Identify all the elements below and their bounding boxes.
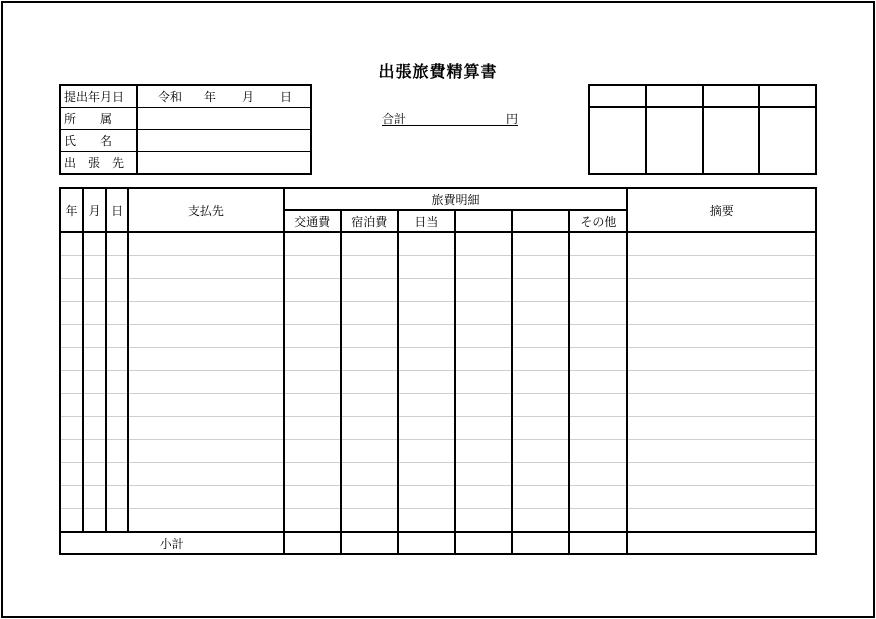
entry-cell[interactable] [512, 325, 569, 348]
entry-cell[interactable] [284, 256, 341, 279]
table-row [60, 279, 816, 302]
entry-cell[interactable] [128, 279, 283, 302]
approval-stamp-boxes [588, 84, 817, 175]
entry-cell[interactable] [341, 463, 398, 486]
destination-label: 出 張 先 [60, 152, 137, 175]
destination-field[interactable] [137, 152, 311, 175]
entry-cell[interactable] [569, 509, 627, 533]
entry-cell[interactable] [60, 440, 83, 463]
entry-cell[interactable] [83, 440, 106, 463]
entry-cell[interactable] [341, 440, 398, 463]
entry-cell[interactable] [83, 256, 106, 279]
entry-cell[interactable] [341, 302, 398, 325]
entry-cell[interactable] [284, 486, 341, 509]
entry-cell[interactable] [569, 325, 627, 348]
entry-cell[interactable] [512, 463, 569, 486]
entry-cell[interactable] [512, 232, 569, 256]
entry-cell[interactable] [106, 486, 128, 509]
entry-cell[interactable] [398, 302, 455, 325]
total-unit: 円 [505, 112, 518, 126]
entry-cell[interactable] [569, 394, 627, 417]
entry-cell[interactable] [341, 256, 398, 279]
era-label: 令和 [158, 90, 183, 104]
entry-cell[interactable] [83, 509, 106, 533]
entry-cell[interactable] [341, 232, 398, 256]
entry-cell[interactable] [627, 509, 816, 533]
affiliation-field[interactable] [137, 108, 311, 130]
table-row [60, 256, 816, 279]
entry-cell[interactable] [83, 486, 106, 509]
entry-cell[interactable] [284, 463, 341, 486]
entry-cell[interactable] [398, 486, 455, 509]
subtotal-cell[interactable] [512, 532, 569, 554]
entry-cell[interactable] [106, 440, 128, 463]
entry-cell[interactable] [569, 302, 627, 325]
entry-cell[interactable] [455, 486, 512, 509]
entry-cell[interactable] [106, 371, 128, 394]
entry-cell[interactable] [128, 463, 283, 486]
entry-cell[interactable] [60, 325, 83, 348]
entry-cell[interactable] [284, 394, 341, 417]
entry-cell[interactable] [128, 325, 283, 348]
entry-cell[interactable] [455, 232, 512, 256]
entry-cell[interactable] [398, 256, 455, 279]
entry-cell[interactable] [398, 325, 455, 348]
entry-cell[interactable] [398, 509, 455, 533]
table-row [60, 325, 816, 348]
entry-cell[interactable] [569, 256, 627, 279]
table-row [60, 417, 816, 440]
entry-cell[interactable] [128, 440, 283, 463]
entry-cell[interactable] [284, 302, 341, 325]
entry-cell[interactable] [512, 371, 569, 394]
affiliation-label: 所 属 [60, 108, 137, 130]
stamp-header-cell [759, 85, 816, 107]
entry-cell[interactable] [128, 417, 283, 440]
entry-cell[interactable] [106, 325, 128, 348]
entry-cell[interactable] [627, 232, 816, 256]
table-row [60, 463, 816, 486]
entry-cell[interactable] [106, 509, 128, 533]
entry-cell[interactable] [83, 232, 106, 256]
name-label: 氏 名 [60, 130, 137, 152]
total-amount-field[interactable] [382, 110, 518, 126]
table-row [60, 394, 816, 417]
col-month-header: 月 [83, 188, 106, 232]
entry-cell[interactable] [60, 232, 83, 256]
entry-cell[interactable] [83, 325, 106, 348]
entry-cell[interactable] [83, 463, 106, 486]
submit-date-field[interactable] [137, 85, 311, 108]
name-field[interactable] [137, 130, 311, 152]
entry-cell[interactable] [455, 302, 512, 325]
entry-cell[interactable] [284, 325, 341, 348]
year-label: 年 [204, 90, 217, 104]
entry-cell[interactable] [627, 463, 816, 486]
subtotal-cell[interactable] [455, 532, 512, 554]
col-lodging-header: 宿泊費 [341, 210, 398, 232]
entry-cell[interactable] [398, 371, 455, 394]
entry-cell[interactable] [398, 417, 455, 440]
entry-cell[interactable] [341, 279, 398, 302]
entry-cell[interactable] [341, 486, 398, 509]
entry-cell[interactable] [627, 417, 816, 440]
col-blank-header [455, 210, 512, 232]
entry-cell[interactable] [398, 279, 455, 302]
entry-cell[interactable] [106, 348, 128, 371]
entry-cell[interactable] [455, 348, 512, 371]
col-remarks-header: 摘要 [627, 188, 816, 232]
subtotal-cell[interactable] [569, 532, 627, 554]
entry-cell[interactable] [569, 232, 627, 256]
subtotal-cell[interactable] [341, 532, 398, 554]
table-row [60, 440, 816, 463]
entry-cell[interactable] [398, 463, 455, 486]
entry-cell[interactable] [398, 348, 455, 371]
entry-cell[interactable] [398, 232, 455, 256]
entry-cell[interactable] [284, 417, 341, 440]
entry-cell[interactable] [128, 486, 283, 509]
entry-cell[interactable] [83, 371, 106, 394]
table-row [60, 232, 816, 256]
entry-cell[interactable] [569, 417, 627, 440]
entry-cell[interactable] [627, 256, 816, 279]
entry-cell[interactable] [284, 232, 341, 256]
entry-cell[interactable] [512, 302, 569, 325]
entry-cell[interactable] [455, 279, 512, 302]
entry-cell[interactable] [83, 348, 106, 371]
entry-cell[interactable] [284, 348, 341, 371]
col-payee-header: 支払先 [128, 188, 283, 232]
entry-cell[interactable] [512, 440, 569, 463]
entry-cell[interactable] [128, 302, 283, 325]
entry-cell[interactable] [512, 394, 569, 417]
entry-cell[interactable] [60, 279, 83, 302]
table-row [60, 302, 816, 325]
stamp-cell[interactable] [589, 107, 646, 174]
entry-cell[interactable] [512, 256, 569, 279]
entry-cell[interactable] [341, 348, 398, 371]
entry-cell[interactable] [106, 394, 128, 417]
entry-cell[interactable] [60, 371, 83, 394]
stamp-header-cell [589, 85, 646, 107]
submit-date-label: 提出年月日 [60, 85, 137, 108]
entry-cell[interactable] [128, 348, 283, 371]
entry-cell[interactable] [627, 486, 816, 509]
entry-cell[interactable] [455, 371, 512, 394]
entry-cell[interactable] [398, 440, 455, 463]
entry-cell[interactable] [455, 509, 512, 533]
entry-cell[interactable] [284, 440, 341, 463]
entry-cell[interactable] [128, 256, 283, 279]
entry-cell[interactable] [60, 302, 83, 325]
entry-cell[interactable] [341, 325, 398, 348]
stamp-cell[interactable] [646, 107, 703, 174]
entry-cell[interactable] [128, 371, 283, 394]
expense-table [59, 187, 817, 555]
entry-cell[interactable] [60, 417, 83, 440]
entry-cell[interactable] [569, 463, 627, 486]
entry-cell[interactable] [569, 486, 627, 509]
entry-cell[interactable] [341, 417, 398, 440]
entry-cell[interactable] [627, 279, 816, 302]
entry-cell[interactable] [512, 279, 569, 302]
entry-cell[interactable] [512, 509, 569, 533]
stamp-header-cell [703, 85, 760, 107]
entry-cell[interactable] [569, 279, 627, 302]
entry-cell[interactable] [60, 509, 83, 533]
table-row [60, 486, 816, 509]
total-label: 合計 [382, 112, 407, 126]
subtotal-cell[interactable] [284, 532, 341, 554]
entry-cell[interactable] [627, 325, 816, 348]
entry-cell[interactable] [83, 417, 106, 440]
stamp-cell[interactable] [759, 107, 816, 174]
entry-cell[interactable] [455, 325, 512, 348]
entry-cell[interactable] [341, 394, 398, 417]
table-row [60, 348, 816, 371]
entry-cell[interactable] [627, 348, 816, 371]
subtotal-label: 小計 [60, 532, 284, 554]
entry-cell[interactable] [627, 440, 816, 463]
entry-cell[interactable] [627, 371, 816, 394]
entry-cell[interactable] [569, 440, 627, 463]
col-other-header: その他 [569, 210, 627, 232]
applicant-info-table [59, 84, 312, 175]
entry-cell[interactable] [341, 509, 398, 533]
col-daily-allowance-header: 日当 [398, 210, 455, 232]
col-year-header: 年 [60, 188, 83, 232]
stamp-header-cell [646, 85, 703, 107]
entry-cell[interactable] [627, 302, 816, 325]
entry-cell[interactable] [284, 279, 341, 302]
entry-cell[interactable] [106, 279, 128, 302]
entry-cell[interactable] [60, 348, 83, 371]
entry-cell[interactable] [60, 394, 83, 417]
day-label: 日 [280, 90, 293, 104]
entry-cell[interactable] [455, 440, 512, 463]
subtotal-cell[interactable] [627, 532, 816, 554]
entry-cell[interactable] [106, 302, 128, 325]
entry-cell[interactable] [341, 371, 398, 394]
entry-cell[interactable] [128, 232, 283, 256]
col-blank-header [512, 210, 569, 232]
col-day-header: 日 [106, 188, 128, 232]
entry-cell[interactable] [106, 232, 128, 256]
entry-cell[interactable] [284, 509, 341, 533]
entry-cell[interactable] [455, 256, 512, 279]
entry-cell[interactable] [455, 394, 512, 417]
entry-cell[interactable] [106, 417, 128, 440]
entry-cell[interactable] [128, 394, 283, 417]
entry-cell[interactable] [569, 371, 627, 394]
entry-cell[interactable] [512, 417, 569, 440]
entry-cell[interactable] [83, 279, 106, 302]
col-transport-header: 交通費 [284, 210, 341, 232]
entry-cell[interactable] [60, 256, 83, 279]
subtotal-cell[interactable] [398, 532, 455, 554]
entry-cell[interactable] [60, 463, 83, 486]
entry-cell[interactable] [512, 348, 569, 371]
entry-cell[interactable] [106, 463, 128, 486]
entry-cell[interactable] [83, 302, 106, 325]
entry-cell[interactable] [398, 394, 455, 417]
entry-cell[interactable] [512, 486, 569, 509]
entry-cell[interactable] [455, 463, 512, 486]
entry-cell[interactable] [128, 509, 283, 533]
entry-cell[interactable] [284, 371, 341, 394]
table-row [60, 371, 816, 394]
travel-expense-detail-header: 旅費明細 [284, 188, 628, 210]
entry-cell[interactable] [569, 348, 627, 371]
entry-cell[interactable] [83, 394, 106, 417]
table-row [60, 509, 816, 533]
document-title: 出張旅費精算書 [378, 62, 498, 81]
stamp-cell[interactable] [703, 107, 760, 174]
entry-cell[interactable] [60, 486, 83, 509]
entry-cell[interactable] [627, 394, 816, 417]
entry-cell[interactable] [106, 256, 128, 279]
entry-cell[interactable] [455, 417, 512, 440]
month-label: 月 [242, 90, 255, 104]
